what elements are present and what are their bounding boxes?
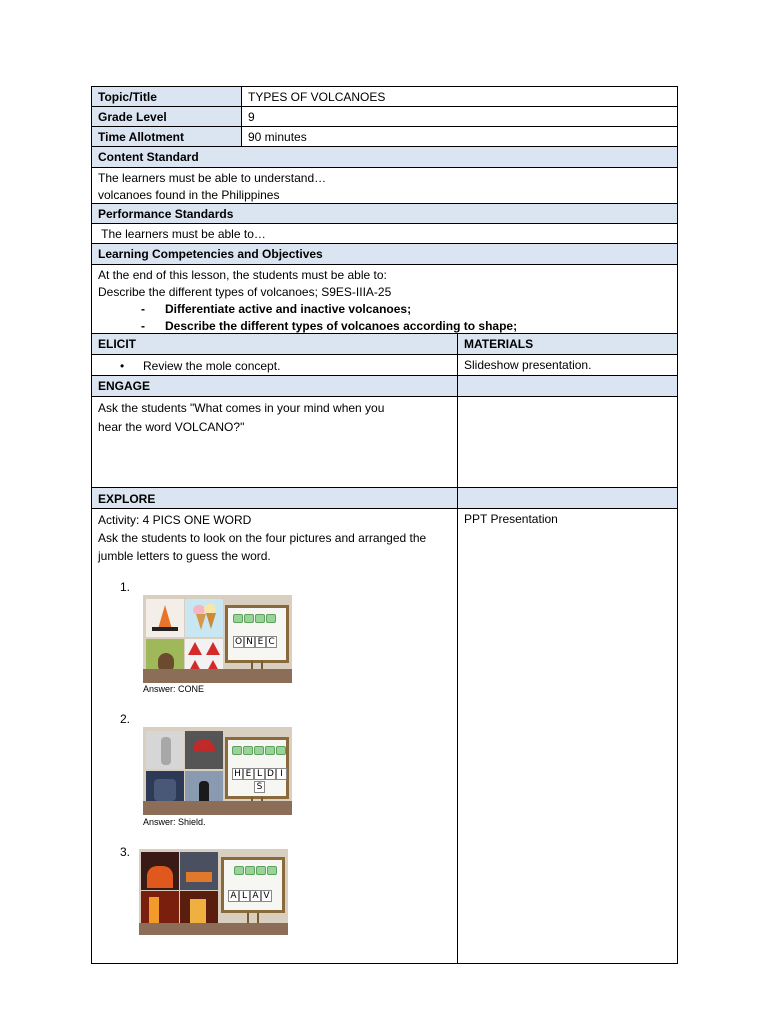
puzzle-answer: Answer: Shield.: [143, 817, 206, 827]
competencies-header: Learning Competencies and Objectives: [91, 243, 678, 265]
answer-board: [221, 857, 285, 913]
letter-tile: O: [234, 637, 243, 647]
objective-text: Differentiate active and inactive volcanoes;: [165, 302, 412, 316]
grade-value: 9: [241, 106, 678, 127]
letter-tile: I: [276, 768, 287, 780]
explore-header: EXPLORE: [91, 487, 458, 509]
grade-label: Grade Level: [91, 106, 242, 127]
content-standard-line1: The learners must be able to understand…: [98, 171, 327, 185]
performance-standards-body: The learners must be able to…: [91, 223, 678, 244]
answer-slot: [245, 866, 255, 875]
puzzle-answer: Answer: CONE: [143, 684, 205, 694]
engage-header-right: [457, 375, 678, 397]
puzzle-number: 1.: [120, 580, 131, 594]
photo-lava-flow: [180, 852, 218, 890]
content-standard-body: [91, 167, 678, 204]
objective-item: [98, 301, 671, 317]
puzzle-image-cone: [143, 595, 292, 683]
letter-tile: A: [250, 890, 261, 902]
letter-tile: L: [239, 890, 250, 902]
topic-value: TYPES OF VOLCANOES: [241, 86, 678, 107]
letter-tile: E: [255, 636, 266, 648]
letter-tile: S: [254, 781, 265, 793]
materials-header: MATERIALS: [457, 333, 678, 355]
answer-slot: [244, 614, 254, 623]
letter-tile: C: [266, 636, 277, 648]
floor: [143, 669, 292, 683]
engage-line1: Ask the students "What comes in your mind when you: [98, 401, 385, 415]
engage-materials: [457, 396, 678, 488]
puzzle-number: 2.: [120, 712, 131, 726]
content-standard-header: Content Standard: [91, 146, 678, 168]
competencies-line1: At the end of this lesson, the students must be able to:: [98, 268, 387, 282]
objective-item: [98, 318, 671, 334]
letter-tile: H: [232, 768, 243, 780]
activity-instruction-2: jumble letters to guess the word.: [98, 549, 271, 563]
competencies-line2: Describe the different types of volcanoes; S9ES-IIIA-25: [98, 285, 392, 299]
dash-bullet: -: [141, 302, 145, 316]
letter-tile: N: [244, 636, 255, 648]
letter-tile: A: [228, 890, 239, 902]
answer-slot: [276, 746, 286, 755]
puzzle-image-lava: [139, 849, 288, 935]
answer-slot: [243, 746, 253, 755]
letter-tile: E: [243, 768, 254, 780]
content-standard-line2: volcanoes found in the Philippines: [98, 188, 280, 202]
elicit-header: ELICIT: [91, 333, 458, 355]
answer-slot: [265, 746, 275, 755]
engage-line2: hear the word VOLCANO?": [98, 420, 245, 434]
objective-text: Describe the different types of volcanoes according to shape;: [165, 319, 518, 333]
time-value: 90 minutes: [241, 126, 678, 147]
competencies-body: [91, 264, 678, 334]
topic-label: Topic/Title: [91, 86, 242, 107]
time-label: Time Allotment: [91, 126, 242, 147]
answer-slot: [267, 866, 277, 875]
photo-ice-cream-cones: [185, 599, 223, 637]
elicit-bullet-text: Review the mole concept.: [143, 359, 281, 373]
activity-title: Activity: 4 PICS ONE WORD: [98, 513, 252, 527]
answer-slot: [233, 614, 243, 623]
letter-tile: D: [265, 768, 276, 780]
explore-materials: PPT Presentation: [457, 508, 678, 964]
answer-slot: [234, 866, 244, 875]
elicit-body: [91, 354, 458, 376]
performance-standards-header: Performance Standards: [91, 203, 678, 224]
photo-red-umbrella: [185, 731, 223, 769]
answer-slot: [266, 614, 276, 623]
puzzle-image-shield: [143, 727, 292, 815]
photo-volcano-eruption: [141, 852, 179, 890]
letter-tile: L: [254, 768, 265, 780]
answer-slot: [254, 746, 264, 755]
answer-slot: [255, 614, 265, 623]
elicit-materials: Slideshow presentation.: [457, 354, 678, 376]
dash-bullet: -: [141, 319, 145, 333]
explore-header-right: [457, 487, 678, 509]
engage-body: [91, 396, 458, 488]
floor: [143, 801, 292, 815]
photo-figure: [146, 731, 184, 769]
answer-board: [225, 737, 289, 799]
answer-slot: [256, 866, 266, 875]
activity-instruction-1: Ask the students to look on the four pictures and arranged the: [98, 531, 427, 545]
photo-traffic-cone: [146, 599, 184, 637]
answer-board: [225, 605, 289, 663]
puzzle-number: 3.: [120, 845, 131, 859]
engage-header: ENGAGE: [91, 375, 458, 397]
answer-slot: [232, 746, 242, 755]
bullet-dot: •: [120, 359, 125, 373]
floor: [139, 923, 288, 935]
letter-tile: V: [261, 890, 272, 902]
